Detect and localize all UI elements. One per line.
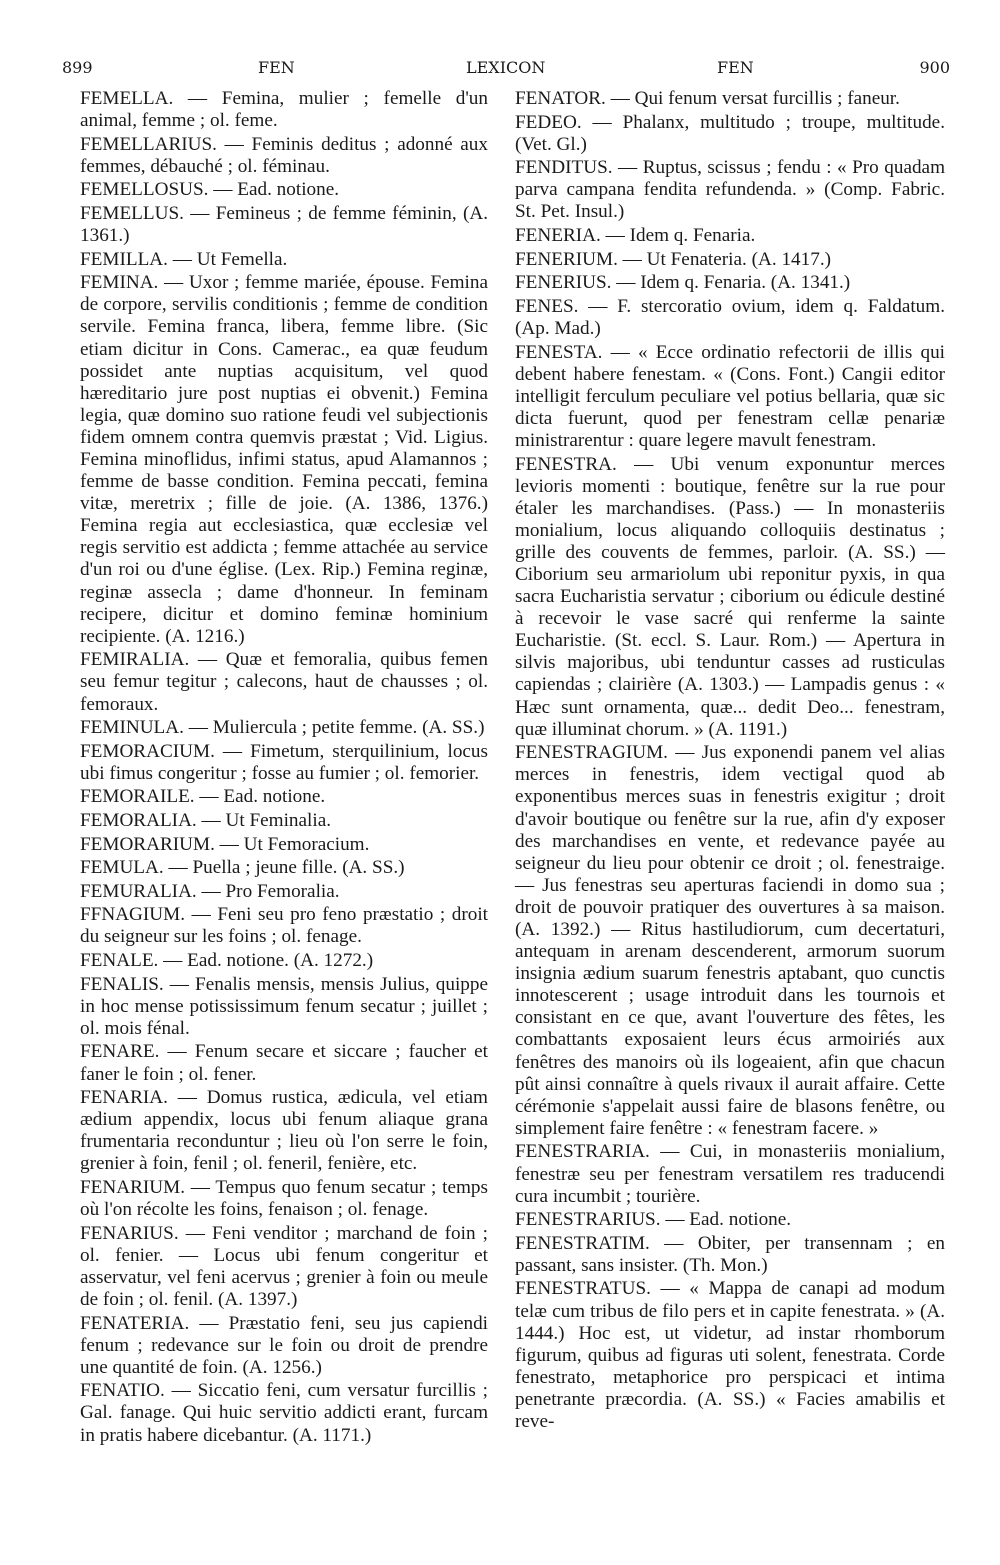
running-head-center: LEXICON xyxy=(466,58,546,77)
dictionary-entry: FEMINULA. — Muliercula ; petite femme. (A. SS.) xyxy=(80,717,485,739)
dictionary-entry: FENARIA. — Domus rustica, ædicula, vel etiam ædium appendix, locus ubi fenum aliaque grana frumentaria reconduntur ; lieu où l'on serre le foin, grenier à foin, fenil ; ol. feneril, fenière, etc. xyxy=(80,1087,488,1175)
dictionary-entry: FFNAGIUM. — Feni seu pro feno præstatio ; droit du seigneur sur les foins ; ol. fenage. xyxy=(80,904,488,948)
dictionary-entry: FENATIO. — Siccatio feni, cum versatur furcillis ; Gal. fanage. Qui huic servitio addicti erant, furcam in pratis habere dicebantur. (A. 1171.) xyxy=(80,1380,488,1446)
dictionary-entry: FEMULA. — Puella ; jeune fille. (A. SS.) xyxy=(80,857,405,879)
running-head xyxy=(62,58,950,84)
dictionary-entry: FENATOR. — Qui fenum versat furcillis ; faneur. xyxy=(515,88,900,109)
dictionary-entry: FEMURALIA. — Pro Femoralia. xyxy=(80,880,340,902)
dictionary-entry: FENESTRAGIUM. — Jus exponendi panem vel alias merces in fenestris, idem vectigal quod ab exponentibus merces suas in fenestris exigitur ; droit d'avoir boutique ou fenêtre sur la rue, afin d'y exposer des marchandises en vente, et redevance payée au seigneur du lieu pour obtenir ce droit ; ol. fenestraige. — Jus fenestras seu aperturas faciendi in domo sua ; droit de pouvoir pratiquer des ouvertures à sa maison. (A. 1392.) — Ritus hastiludiorum, cum decertaturi, antequam in arenam descenderent, armorum suorum insignia ædium suarum fenestris aptabant, quo cunctis innotescerent ; usage introduit dans les tournois et consistant en ce que, avant l'ouverture des fêtes, les combattants exposaient leurs écus armoiriés aux fenêtres des manoirs où ils logeaient, afin que chacun pût ainsi connaître à quels rivaux il aurait affaire. Cette cérémonie s'appelait aussi faire de blasons fenêtre, ou simplement faire fenêtre : « fenestram facere. » xyxy=(515,742,945,1139)
dictionary-entry: FENERIUM. — Ut Fenateria. (A. 1417.) xyxy=(515,248,832,270)
dictionary-entry: FEMELLUS. — Femineus ; de femme féminin, (A. 1361.) xyxy=(80,202,488,247)
page-number-left: 899 xyxy=(62,58,93,77)
page-number-right: 900 xyxy=(919,58,950,77)
dictionary-entry: FENALE. — Ead. notione. (A. 1272.) xyxy=(80,950,374,972)
dictionary-entry: FEMIRALIA. — Quæ et femoralia, quibus femen seu femur tegitur ; calecons, haut de chausses ; ol. femoraux. xyxy=(80,649,488,715)
dictionary-entry: FEMORAILE. — Ead. notione. xyxy=(80,786,326,808)
dictionary-entry: FENALIS. — Fenalis mensis, mensis Julius, quippe in hoc mense potississimum fenum secatur ; juillet ; ol. mois fénal. xyxy=(80,973,488,1039)
dictionary-entry: FENERIA. — Idem q. Fenaria. xyxy=(515,225,756,247)
dictionary-entry: FENESTRARIUS. — Ead. notione. xyxy=(515,1209,792,1231)
dictionary-entry: FENESTRARIA. — Cui, in monasteriis monialium, fenestræ seu per fenestram versatilem res traducendi cura incumbit ; tourière. xyxy=(515,1141,945,1207)
dictionary-entry: FEMORACIUM. — Fimetum, sterquilinium, locus ubi fimus congeritur ; fosse au fumier ; ol. femorier. xyxy=(80,740,488,784)
dictionary-entry: FEMORALIA. — Ut Feminalia. xyxy=(80,810,332,831)
dictionary-entry: FEMELLA. — Femina, mulier ; femelle d'un animal, femme ; ol. feme. xyxy=(80,88,488,132)
dictionary-entry: FENDITUS. — Ruptus, scissus ; fendu : « Pro quadam parva campana fendita refundenda. » (Comp. Fabric. St. Pet. Insul.) xyxy=(515,157,945,223)
dictionary-entry: FEMORARIUM. — Ut Femoracium. xyxy=(80,833,370,855)
dictionary-entry: FENES. — F. stercoratio ovium, idem q. Faldatum. (Ap. Mad.) xyxy=(515,295,945,339)
left-column xyxy=(80,88,488,1448)
dictionary-entry: FENESTRATUS. — « Mappa de canapi ad modum telæ cum tribus de filo pers et in capite fenestrata. » (A. 1444.) Hoc est, ut videtur, ad instar rhomborum figurum, quibus ad figuras uti solent, fenestrata. Corde fenestrato, metaphorice pro perspicaci et intima penetrante præcordia. (A. SS.) « Facies amabilis et reve- xyxy=(515,1278,945,1433)
dictionary-entry: FENARIUS. — Feni venditor ; marchand de foin ; ol. fenier. — Locus ubi fenum congeritur et asservatur, vel feni acervus ; grenier à foin ou meule de foin ; ol. fenil. (A. 1397.) xyxy=(80,1222,488,1310)
dictionary-entry: FENARIUM. — Tempus quo fenum secatur ; temps où l'on récolte les foins, fenaison ; ol. fenage. xyxy=(80,1177,488,1221)
dictionary-entry: FENATERIA. — Præstatio feni, seu jus capiendi fenum ; redevance sur le foin ou droit de prendre une quantité de foin. (A. 1256.) xyxy=(80,1312,488,1378)
right-column xyxy=(515,88,945,1435)
dictionary-entry: FEDEO. — Phalanx, multitudo ; troupe, multitude. (Vet. Gl.) xyxy=(515,111,945,155)
running-head-left: FEN xyxy=(258,58,295,77)
dictionary-entry: FEMELLARIUS. — Feminis deditus ; adonné aux femmes, débauché ; ol. féminau. xyxy=(80,133,488,177)
dictionary-entry: FEMINA. — Uxor ; femme mariée, épouse. Femina de corpore, servilis conditionis ; femme de condition servile. Femina franca, libera, femme libre. (Sic etiam dicitur in Cons. Camerac., ea quæ feudum possidet ante nuptias acquisitum, vel quod hæreditario jure post nuptias ei obvenit.) Femina legia, quæ domino suo ratione feudi vel subjectionis fidem omnem contra quemvis præstat ; Vid. Ligius. Femina minoflidus, infimi status, apud Alamannos ; femme de basse condition. Femina peccati, femina vitæ, meretrix ; fille de joie. (A. 1386, 1376.) Femina regia aut ecclesiastica, quæ ecclesiæ vel regis servitio est addicta ; femme attachée au service d'un roi ou d'une église. (Lex. Rip.) Femina reginæ, reginæ assecla ; dame d'honneur. In feminam recipere, dicitur et domino feminæ hominium recipiente. (A. 1216.) xyxy=(80,272,488,647)
running-head-right: FEN xyxy=(717,58,754,77)
dictionary-entry: FEMILLA. — Ut Femella. xyxy=(80,248,288,270)
dictionary-entry: FENERIUS. — Idem q. Fenaria. (A. 1341.) xyxy=(515,272,851,294)
dictionary-entry: FENESTRA. — Ubi venum exponuntur merces levioris momenti : boutique, fenêtre sur la rue pour étaler les marchandises. (Pass.) — In monasteriis monialium, locus aliquando colloquiis destinatus ; grille des couvents de femmes, parloir. (A. SS.) — Ciborium seu armariolum ubi reponitur pyxis, in qua sacra Eucharistia servatur ; ciborium ou édicule destiné à recevoir le vase sacré qui renferme la sainte Eucharistie. (St. eccl. S. Laur. Rom.) — Apertura in silvis majoribus, ubi tenduntur casses ad rusticulas capiendas ; clairière (A. 1303.) — Lampadis genus : « Hæc sunt ornamenta, quæ... dedit Deo... fenestram, quæ illuminat chorum. » (A. 1191.) xyxy=(515,453,945,740)
dictionary-entry: FENESTA. — « Ecce ordinatio refectorii de illis qui debent habere fenestam. « (Cons. Font.) Cangii editor intelligit ferculum peculiare vel potius bellaria, quæ sic dicta fuerunt, quod per fenestram cellæ penariæ ministrarentur : quare legere mavult fenestram. xyxy=(515,341,945,451)
dictionary-entry: FEMELLOSUS. — Ead. notione. xyxy=(80,179,340,201)
dictionary-entry: FENESTRATIM. — Obiter, per transennam ; en passant, sans insister. (Th. Mon.) xyxy=(515,1232,945,1276)
dictionary-entry: FENARE. — Fenum secare et siccare ; faucher et faner le foin ; ol. fener. xyxy=(80,1041,488,1085)
